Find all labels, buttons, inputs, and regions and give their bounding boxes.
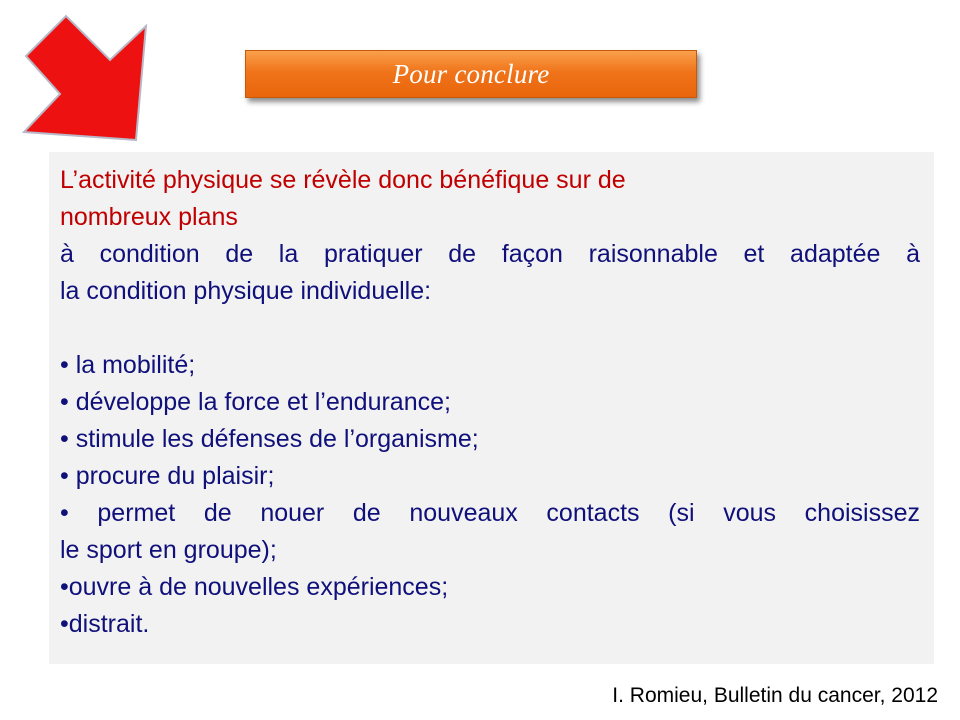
bullet-item-mobilite: • la mobilité;	[60, 351, 196, 379]
condition-line-1: à condition de la pratiquer de façon raisonnable et adaptée à	[60, 240, 920, 268]
slide-title: Pour conclure	[392, 58, 550, 89]
bullet-item-contacts-line-2: le sport en groupe);	[60, 536, 277, 564]
bullet-item-plaisir: • procure du plaisir;	[60, 462, 275, 490]
red-arrow-icon	[18, 14, 153, 142]
bullet-item-force: • développe la force et l’endurance;	[60, 388, 451, 416]
spacer	[60, 310, 920, 347]
title-banner	[245, 50, 697, 98]
intro-line-2: nombreux plans	[60, 203, 238, 231]
bullet-item-contacts-line-1: • permet de nouer de nouveaux contacts (si vous choisissez	[60, 499, 920, 527]
content-panel	[49, 152, 934, 664]
bullet-item-distrait: •distrait.	[60, 610, 150, 638]
bullet-item-defenses: • stimule les défenses de l’organisme;	[60, 425, 479, 453]
citation: I. Romieu, Bulletin du cancer, 2012	[612, 684, 938, 707]
intro-line-1: L’activité physique se révèle donc bénéfique sur de	[60, 166, 626, 194]
condition-line-2: la condition physique individuelle:	[60, 277, 432, 305]
bullet-item-experiences: •ouvre à de nouvelles expériences;	[60, 573, 449, 601]
